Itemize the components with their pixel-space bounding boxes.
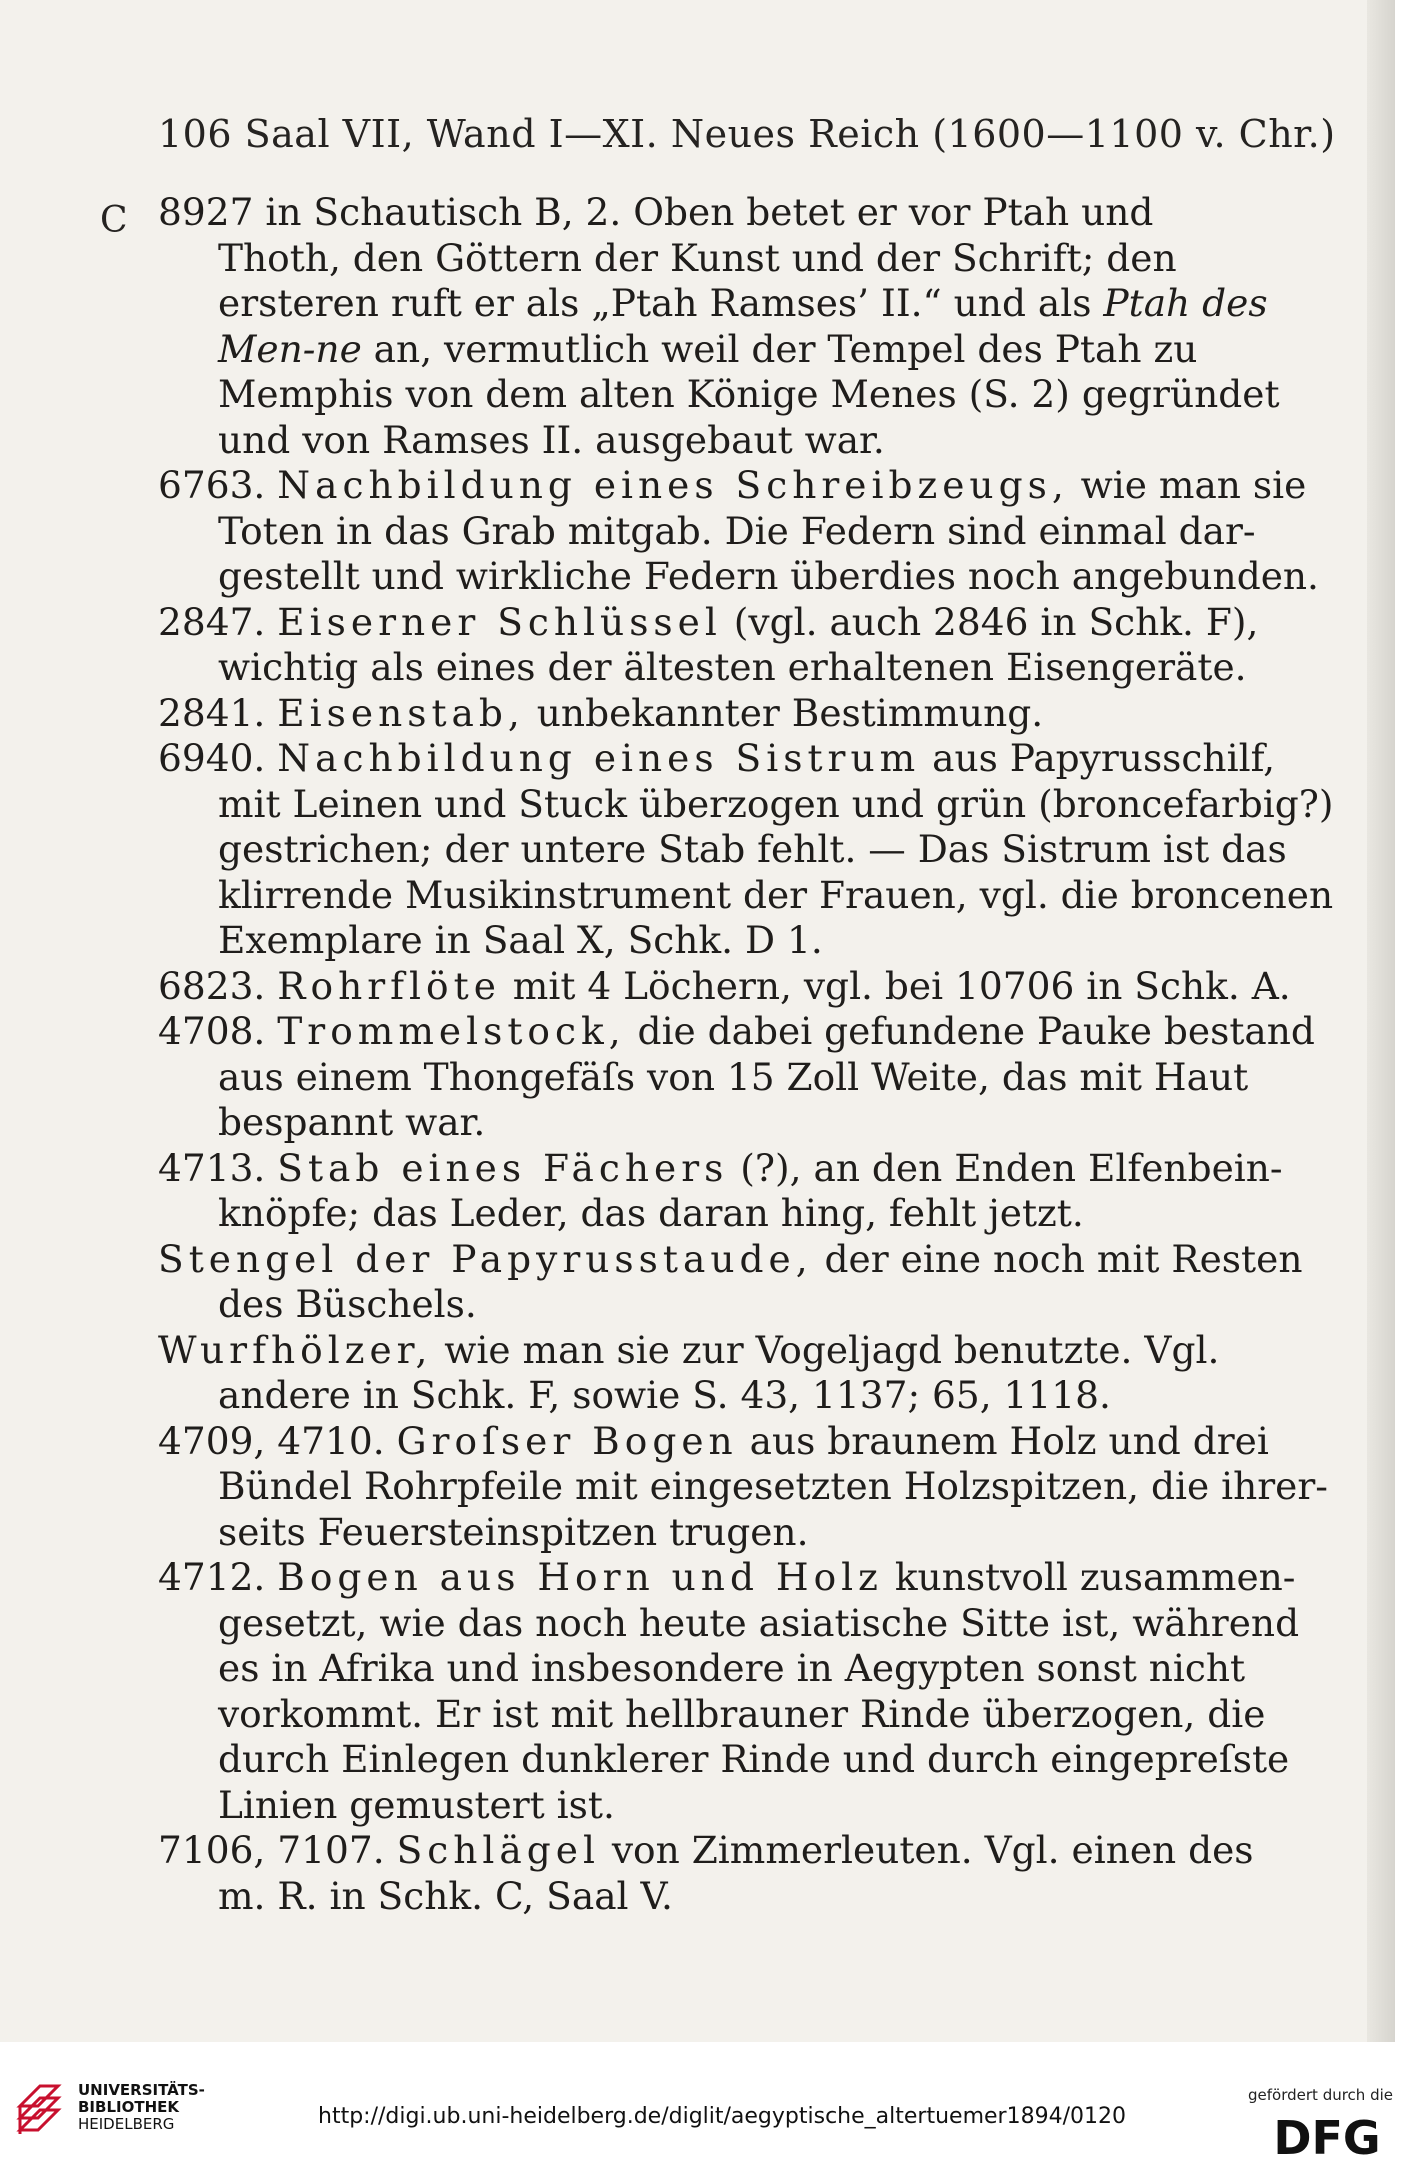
text-run: Bündel Rohrpfeile mit eingesetzten Holzspitzen, die ihrer- [218, 1464, 1328, 1508]
catalog-entry [158, 600, 1282, 691]
text-run: (vgl. auch 2846 in Schk. F), [721, 599, 1259, 644]
text-line [218, 1510, 1282, 1556]
library-line: HEIDELBERG [78, 2115, 175, 2133]
permalink-url[interactable]: http://digi.ub.uni-heidelberg.de/diglit/aegyptische_altertuemer1894/0120 [318, 2104, 1126, 2129]
text-run: es in Afrika und insbesondere in Aegypten sonst nicht [218, 1646, 1246, 1690]
catalog-entry [158, 1146, 1282, 1237]
body-text [158, 190, 1334, 1919]
text-run: ersteren ruft er als „Ptah Ramses’ II.“ und als [218, 281, 1104, 325]
text-run: vorkommt. Er ist mit hellbrauner Rinde überzogen, die [218, 1691, 1266, 1736]
text-run: die dabei gefundene Pauke bestand [625, 1009, 1315, 1053]
text-run: Exemplare in Saal X, Schk. D 1. [218, 918, 823, 962]
text-run: Linien gemustert ist. [218, 1782, 615, 1827]
text-run: seits Feuersteinspitzen trugen. [218, 1509, 809, 1554]
text-run: 8927 in Schautisch B, 2. Oben betet er vor Ptah und [158, 190, 1154, 234]
text-run: 4708. [158, 1009, 278, 1053]
catalog-entry [158, 1555, 1300, 1828]
footer-bar [0, 2042, 1411, 2174]
text-line [158, 691, 1282, 737]
catalog-entry [158, 1236, 1303, 1328]
spaced-heading: Nachbildung eines Schreibzeugs, [277, 463, 1069, 507]
text-run: wichtig als eines der ältesten erhaltenen Eisengeräte. [218, 645, 1247, 689]
text-run: m. R. in Schk. C, Saal V. [218, 1873, 673, 1918]
catalog-entry [158, 1828, 1282, 1919]
text-run: 4712. [158, 1555, 278, 1599]
text-run: gestellt und wirkliche Federn überdies noch angebunden. [218, 554, 1319, 598]
catalog-entry [158, 1009, 1315, 1146]
dfg-logo-icon [1263, 2110, 1391, 2162]
text-line [158, 736, 1282, 782]
text-line [218, 1191, 1282, 1237]
text-run: 6763. [158, 463, 278, 507]
library-line: BIBLIOTHEK [78, 2098, 179, 2116]
text-line [218, 1055, 1282, 1101]
text-line [218, 281, 1282, 327]
spaced-heading: Wurfhölzer, [158, 1327, 433, 1372]
spaced-heading: Rohrflöte [277, 963, 501, 1008]
text-line [218, 872, 1334, 919]
text-line [158, 1328, 1282, 1374]
text-run: wie man sie [1068, 463, 1307, 507]
library-line: UNIVERSITÄTS- [78, 2081, 205, 2099]
spaced-heading: Eisenstab, [277, 690, 525, 735]
text-line [218, 1646, 1282, 1692]
dfg-caption: gefördert durch die [1248, 2086, 1393, 2104]
text-line [158, 963, 1291, 1010]
text-run: 4713. [158, 1145, 278, 1190]
text-line [218, 1692, 1282, 1738]
text-line [158, 1236, 1303, 1283]
text-line [218, 327, 1282, 373]
text-run: 6823. [158, 963, 278, 1008]
text-line [218, 1373, 1282, 1419]
text-line [218, 645, 1282, 691]
text-run: 7106, 7107. [158, 1828, 397, 1872]
spaced-heading: Schlägel [396, 1828, 600, 1872]
text-run: (?), an den Enden Elfenbein- [728, 1145, 1283, 1190]
text-run: gesetzt, wie das noch heute asiatische Sitte ist, während [218, 1600, 1300, 1645]
text-run: unbekannter Bestimmung. [524, 690, 1044, 735]
text-run: klirrende Musikinstrument der Frauen, vgl. die broncenen [218, 872, 1334, 917]
catalog-entry [158, 190, 1282, 463]
library-name [78, 2082, 205, 2133]
spaced-heading: Stengel der Papyrusstaude, [158, 1236, 813, 1281]
text-line [158, 190, 1282, 236]
text-run: kunstvoll zusammen- [882, 1555, 1296, 1599]
text-line [218, 372, 1282, 418]
catalog-entry [158, 963, 1291, 1010]
text-line [158, 1009, 1315, 1055]
spaced-heading: Eiserner Schlüssel [277, 599, 722, 644]
dfg-logo-text: DFG [1273, 2111, 1381, 2162]
text-run: Toten in das Grab mitgab. Die Federn sind einmal dar- [218, 508, 1256, 553]
text-line [158, 1146, 1282, 1192]
text-line [218, 1282, 1282, 1328]
italic-text: Men-ne [218, 326, 362, 371]
text-run: mit 4 Löchern, vgl. bei 10706 in Schk. A. [500, 963, 1291, 1008]
text-run: 6940. [158, 736, 278, 780]
spaced-heading: Groſser Bogen [396, 1418, 738, 1463]
text-run: knöpfe; das Leder, das daran hing, fehlt jetzt. [218, 1191, 1084, 1235]
text-run: des Büschels. [218, 1282, 477, 1326]
text-line [218, 1783, 1282, 1829]
text-line [218, 1464, 1328, 1510]
text-run: und von Ramses II. ausgebaut war. [218, 417, 885, 462]
text-run: gestrichen; der untere Stab fehlt. — Das Sistrum ist das [218, 827, 1287, 871]
running-header: 106 Saal VII, Wand I—XI. Neues Reich (1600—1100 v. Chr.) [158, 112, 1336, 156]
text-run: an, vermutlich weil der Tempel des Ptah zu [361, 326, 1198, 371]
ub-heidelberg-logo-icon [14, 2076, 64, 2138]
text-line [218, 918, 1282, 964]
text-line [218, 827, 1287, 873]
text-line [218, 1600, 1300, 1647]
text-run: der eine noch mit Resten [812, 1236, 1303, 1281]
text-run: mit Leinen und Stuck überzogen und grün (broncefarbig?) [218, 781, 1334, 826]
catalog-entry [158, 463, 1319, 600]
margin-letter: C [100, 200, 128, 241]
text-line [218, 418, 1282, 464]
spaced-heading: Trommelstock, [277, 1009, 626, 1053]
spaced-heading: Bogen aus Horn und Holz [277, 1555, 883, 1599]
text-line [218, 554, 1319, 600]
text-run: bespannt war. [218, 1100, 486, 1144]
text-run: 2847. [158, 599, 278, 644]
catalog-entry [158, 691, 1282, 737]
text-run: Memphis von dem alten Könige Menes (S. 2) gegründet [218, 372, 1280, 416]
text-line [218, 781, 1334, 828]
text-line [158, 1828, 1282, 1874]
text-run: aus einem Thongefäſs von 15 Zoll Weite, das mit Haut [218, 1054, 1249, 1099]
text-run: aus Papyrusschilf, [920, 736, 1276, 780]
text-run: aus braunem Holz und drei [737, 1418, 1269, 1463]
text-run: durch Einlegen dunklerer Rinde und durch eingepreſste [218, 1737, 1290, 1781]
text-line [218, 236, 1282, 282]
text-run: von Zimmerleuten. Vgl. einen des [599, 1828, 1254, 1872]
catalog-entry [158, 1328, 1282, 1419]
spaced-heading: Nachbildung eines Sistrum [277, 736, 921, 780]
spaced-heading: Stab eines Fächers [277, 1145, 729, 1190]
text-line [218, 1100, 1282, 1146]
text-line [218, 1737, 1290, 1783]
text-line [158, 1555, 1296, 1601]
text-line [158, 463, 1307, 509]
page-gutter-shadow [1367, 0, 1395, 2042]
text-run: wie man sie zur Vogeljagd benutzte. Vgl. [432, 1327, 1220, 1372]
text-run: andere in Schk. F, sowie S. 43, 1137; 65, 1118. [218, 1373, 1111, 1417]
text-run: 2841. [158, 690, 278, 735]
text-run: Thoth, den Göttern der Kunst und der Schrift; den [218, 235, 1177, 280]
catalog-entry [158, 736, 1334, 964]
italic-text: Ptah des [1103, 281, 1268, 325]
text-run: 4709, 4710. [158, 1418, 397, 1463]
text-line [218, 509, 1282, 555]
catalog-entry [158, 1418, 1328, 1556]
text-line [158, 600, 1282, 646]
text-line [158, 1419, 1282, 1465]
text-line [218, 1874, 1282, 1920]
